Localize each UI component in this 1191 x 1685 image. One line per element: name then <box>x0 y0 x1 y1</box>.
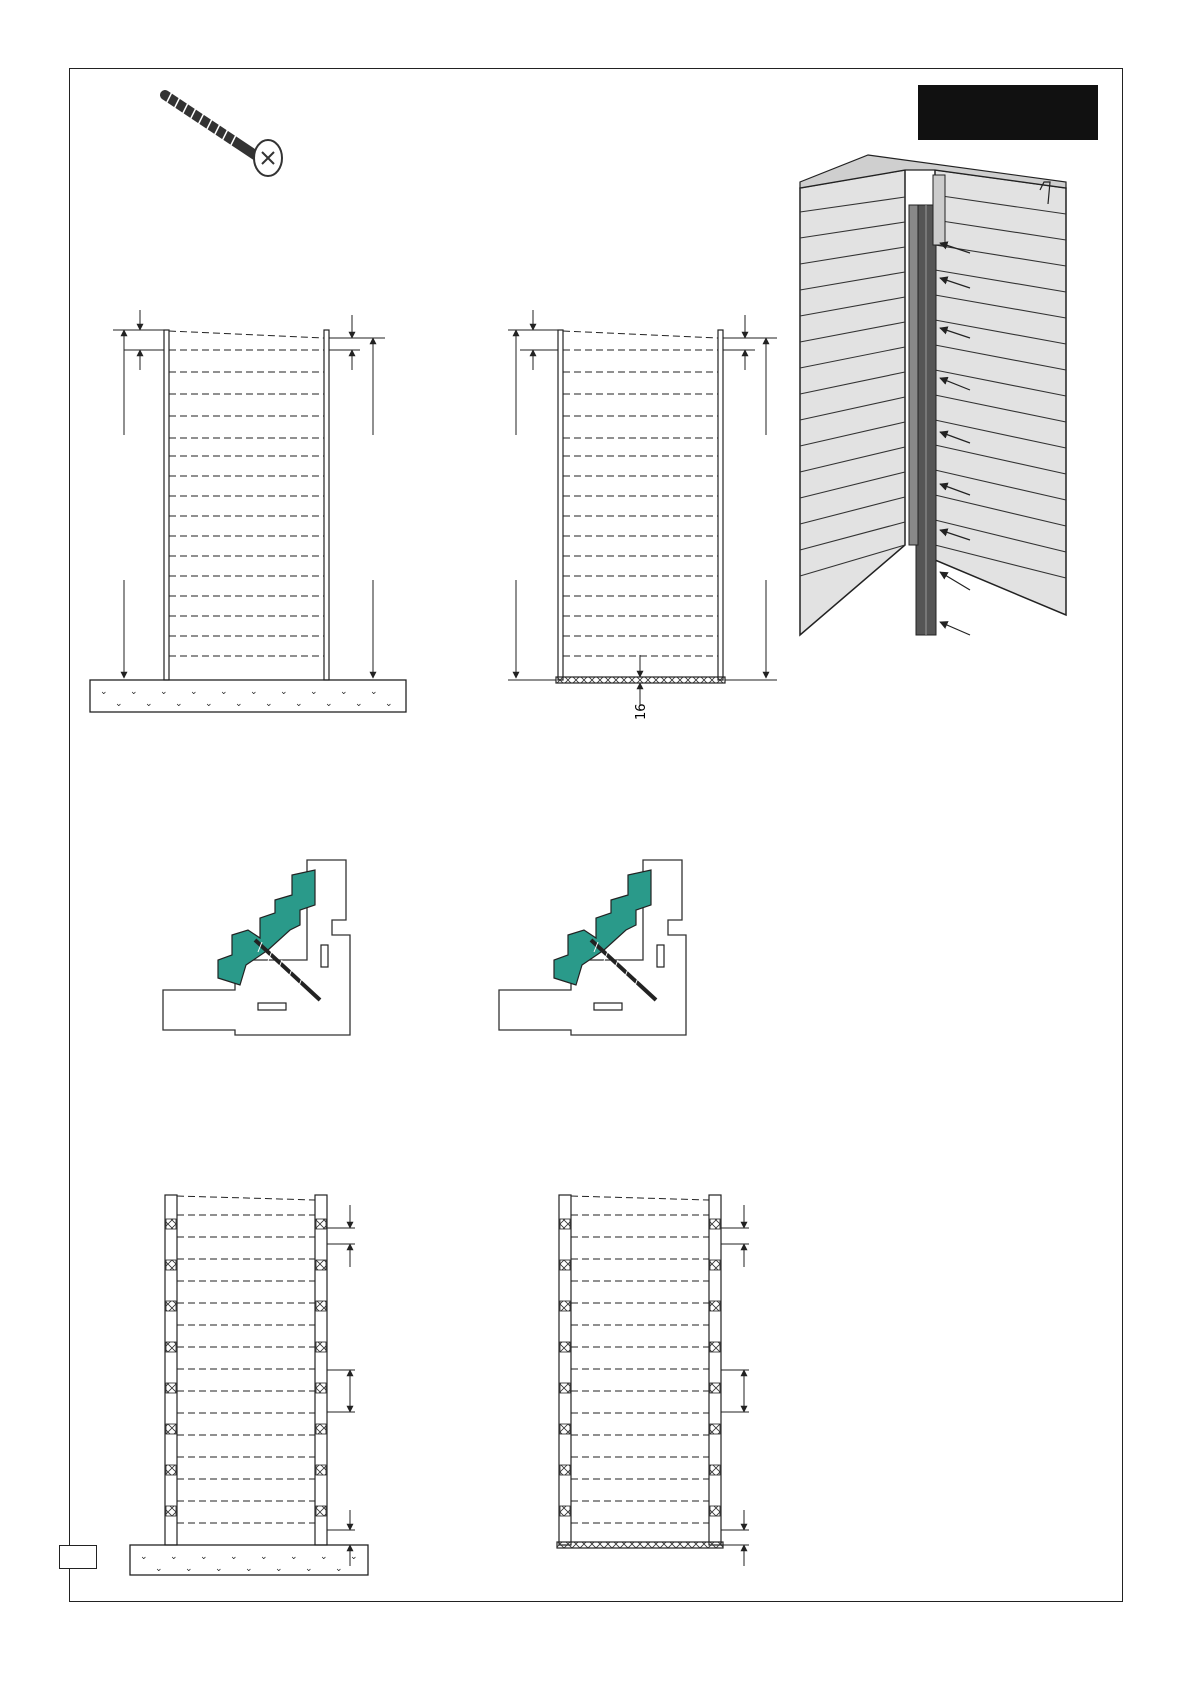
svg-text:⌄: ⌄ <box>185 1563 193 1573</box>
svg-text:⌄: ⌄ <box>140 1551 148 1561</box>
svg-text:⌄: ⌄ <box>320 1551 328 1561</box>
svg-text:⌄: ⌄ <box>335 1563 343 1573</box>
svg-text:⌄: ⌄ <box>350 1551 358 1561</box>
elevation-with-gap <box>508 310 777 705</box>
svg-text:⌄: ⌄ <box>275 1563 283 1573</box>
svg-text:⌄: ⌄ <box>100 686 108 696</box>
svg-text:⌄: ⌄ <box>155 1563 163 1573</box>
svg-text:⌄: ⌄ <box>205 698 213 708</box>
svg-text:⌄: ⌄ <box>200 1551 208 1561</box>
screw-icon <box>165 92 282 176</box>
svg-text:⌄: ⌄ <box>245 1563 253 1573</box>
svg-text:⌄: ⌄ <box>305 1563 313 1573</box>
elevation-bottom-left <box>130 1195 368 1575</box>
elevation-bottom-right <box>557 1195 749 1566</box>
svg-text:⌄: ⌄ <box>190 686 198 696</box>
svg-text:⌄: ⌄ <box>220 686 228 696</box>
svg-text:⌄: ⌄ <box>355 698 363 708</box>
svg-text:⌄: ⌄ <box>215 1563 223 1573</box>
svg-text:⌄: ⌄ <box>385 698 393 708</box>
svg-text:⌄: ⌄ <box>175 698 183 708</box>
svg-text:⌄: ⌄ <box>235 698 243 708</box>
svg-text:⌄: ⌄ <box>325 698 333 708</box>
svg-text:⌄: ⌄ <box>265 698 273 708</box>
svg-text:⌄: ⌄ <box>250 686 258 696</box>
svg-text:⌄: ⌄ <box>340 686 348 696</box>
svg-text:⌄: ⌄ <box>290 1551 298 1561</box>
svg-text:⌄: ⌄ <box>145 698 153 708</box>
svg-text:⌄: ⌄ <box>130 686 138 696</box>
svg-text:⌄: ⌄ <box>295 698 303 708</box>
elevation-concrete-base <box>90 310 406 712</box>
svg-text:⌄: ⌄ <box>310 686 318 696</box>
svg-text:⌄: ⌄ <box>170 1551 178 1561</box>
profile-detail-left <box>163 860 350 1035</box>
svg-text:⌄: ⌄ <box>160 686 168 696</box>
svg-text:⌄: ⌄ <box>280 686 288 696</box>
svg-text:⌄: ⌄ <box>370 686 378 696</box>
svg-text:⌄: ⌄ <box>115 698 123 708</box>
profile-detail-right <box>499 860 686 1035</box>
svg-text:⌄: ⌄ <box>230 1551 238 1561</box>
corner-post-illustration <box>800 155 1066 635</box>
gap-dimension-label: 16 <box>634 703 649 720</box>
svg-text:⌄: ⌄ <box>260 1551 268 1561</box>
